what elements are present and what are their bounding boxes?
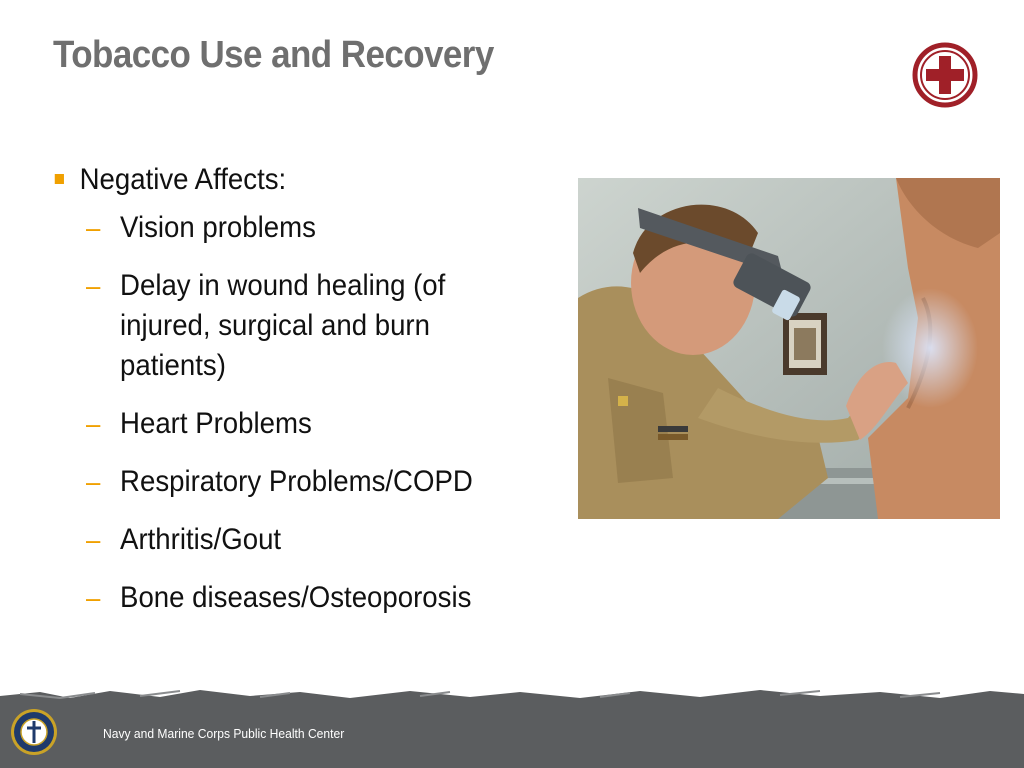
sub-bullet-item: [86, 462, 542, 502]
sub-bullet-text: Delay in wound healing (of injured, surgical and burn patients): [120, 269, 446, 382]
bullet-content: [52, 160, 582, 636]
main-bullet-text: Negative Affects:: [79, 163, 287, 196]
square-bullet-icon: [55, 174, 64, 184]
dash-bullet-icon: –: [86, 524, 101, 555]
sub-bullet-text: Respiratory Problems/COPD: [120, 465, 473, 498]
sub-bullet-item: [86, 578, 542, 618]
sub-bullet-text: Heart Problems: [120, 407, 312, 440]
dash-bullet-icon: –: [86, 270, 101, 301]
footer-org-name: Navy and Marine Corps Public Health Center: [103, 726, 345, 741]
dash-bullet-icon: –: [86, 212, 101, 243]
sub-bullet-list: [86, 208, 582, 618]
sub-bullet-text: Vision problems: [120, 211, 316, 244]
sub-bullet-item: [86, 266, 542, 386]
navy-public-health-seal-icon: [10, 708, 58, 756]
red-cross-circle-icon: [912, 42, 978, 108]
sub-bullet-item: [86, 520, 542, 560]
dash-bullet-icon: –: [86, 466, 101, 497]
dash-bullet-icon: –: [86, 582, 101, 613]
sub-bullet-text: Arthritis/Gout: [120, 523, 282, 556]
dash-bullet-icon: –: [86, 408, 101, 439]
sub-bullet-item: [86, 208, 542, 248]
slide-title: Tobacco Use and Recovery: [53, 34, 494, 76]
sub-bullet-text: Bone diseases/Osteoporosis: [120, 581, 472, 614]
main-bullet: [52, 160, 540, 200]
sub-bullet-item: [86, 404, 542, 444]
medical-exam-photo: [578, 178, 1000, 519]
